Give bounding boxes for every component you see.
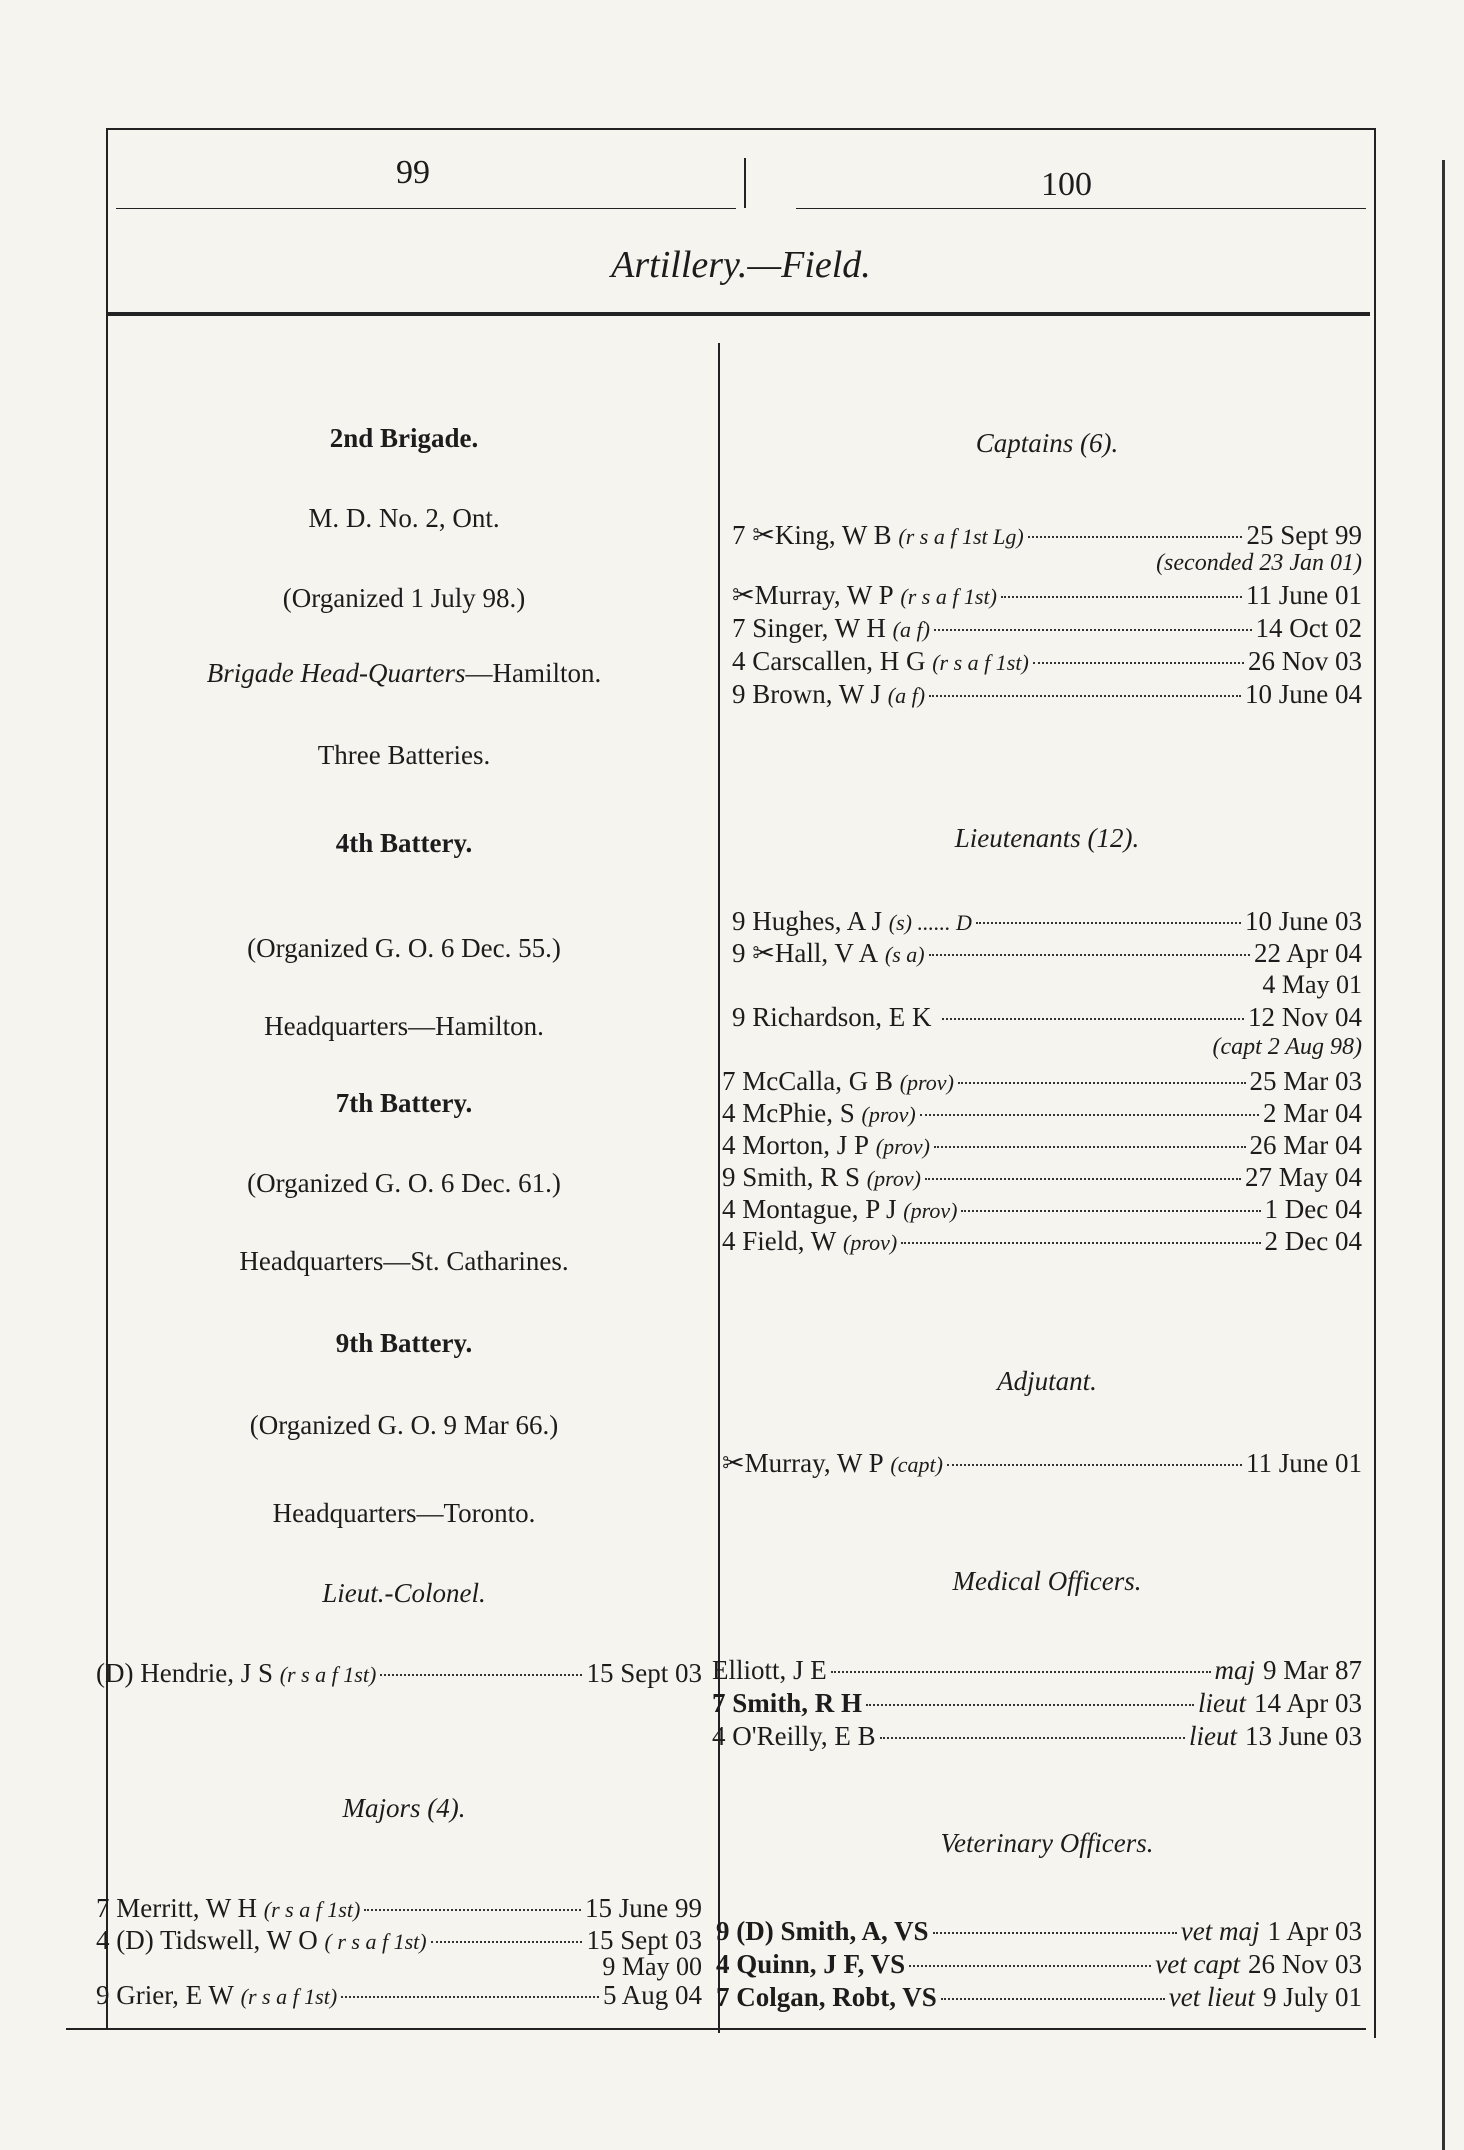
right-column: [712, 128, 1362, 2028]
leader-dots: [341, 1996, 599, 1998]
officer-name: 7 ✂King, W B: [732, 520, 892, 550]
brigade-organized: (Organized 1 July 98.): [282, 583, 526, 613]
officer-name: (D) Hendrie, J S: [96, 1658, 273, 1688]
officer-name: 4 O'Reilly, E B: [712, 1721, 876, 1751]
battery-name: 7th Battery.: [335, 1088, 473, 1118]
officer-rank: lieut: [1198, 1688, 1246, 1718]
captain-extra: (seconded 23 Jan 01): [1156, 550, 1362, 576]
leader-dots: [961, 1210, 1260, 1212]
officer-qual: (s a): [884, 942, 925, 967]
leader-dots: [933, 1932, 1177, 1934]
brigade-hq: [106, 658, 702, 689]
officer-name: 4 Carscallen, H G: [732, 646, 926, 676]
lt-col-entry: [96, 1658, 702, 1689]
officer-rank: vet lieut: [1168, 1982, 1255, 2012]
officer-date: 5 Aug 04: [602, 1980, 702, 2010]
leader-dots: [920, 1114, 1259, 1116]
officer-qual: (prov): [875, 1134, 930, 1159]
leader-dots: [934, 1146, 1246, 1148]
officer-qual: (r s a f 1st): [932, 650, 1029, 675]
leader-dots: [831, 1671, 1211, 1673]
officer-name: 9 Hughes, A J: [732, 906, 883, 936]
officer-qual: (r s a f 1st): [900, 584, 997, 609]
captain-entry: [732, 646, 1362, 677]
officer-rank: lieut: [1189, 1721, 1237, 1751]
lieutenant-extra: (capt 2 Aug 98): [1212, 1034, 1362, 1060]
lt-col-heading: Lieut.-Colonel.: [322, 1578, 486, 1608]
lieutenant-entry: [722, 1194, 1362, 1225]
officer-rank: vet capt: [1155, 1949, 1240, 1979]
officer-date: 9 Mar 87: [1263, 1655, 1362, 1685]
officer-date: 15 Sept 03: [586, 1925, 702, 1955]
leader-dots: [929, 954, 1250, 956]
lieutenant-entry: [722, 1066, 1362, 1097]
lieutenant-entry: [732, 906, 1362, 937]
leader-dots: [380, 1674, 582, 1676]
officer-name: 7 Merritt, W H: [96, 1893, 257, 1923]
battery-organized: (Organized G. O. 6 Dec. 61.): [247, 1168, 561, 1198]
leader-dots: [431, 1941, 583, 1943]
officer-name: ✂Murray, W P: [722, 1448, 884, 1478]
leader-dots: [929, 695, 1241, 697]
left-column: [96, 128, 702, 2028]
officer-rank: vet maj: [1180, 1916, 1260, 1946]
battery-name: 9th Battery.: [335, 1328, 473, 1358]
leader-dots: [934, 629, 1252, 631]
battery-organized: (Organized G. O. 6 Dec. 55.): [247, 933, 561, 963]
officer-date: 26 Mar 04: [1249, 1130, 1362, 1160]
column-divider: [718, 343, 720, 2033]
officer-date: 2 Mar 04: [1263, 1098, 1362, 1128]
officer-name: 4 Quinn, J F, VS: [716, 1949, 906, 1979]
officer-name: 4 (D) Tidswell, W O: [96, 1925, 318, 1955]
leader-dots: [947, 1464, 1242, 1466]
leader-dots: [942, 1018, 1244, 1020]
officer-qual: (prov): [899, 1070, 954, 1095]
officer-name: 4 McPhie, S: [722, 1098, 855, 1128]
leader-dots: [866, 1704, 1194, 1706]
lieutenant-extra: 4 May 01: [1262, 970, 1362, 999]
officer-qual: (capt): [890, 1452, 943, 1477]
medical-entry: [712, 1655, 1362, 1686]
captain-entry: [732, 613, 1362, 644]
page-number-left: 99: [396, 154, 430, 191]
officer-qual: ( r s a f 1st): [324, 1929, 427, 1954]
officer-name: 9 Grier, E W: [96, 1980, 234, 2010]
medical-entry: [712, 1688, 1362, 1719]
officer-name: ✂Murray, W P: [732, 580, 894, 610]
veterinary-entry: [716, 1982, 1362, 2013]
officer-name: 4 Morton, J P: [722, 1130, 870, 1160]
battery-hq: Headquarters—Toronto.: [272, 1498, 536, 1528]
officer-date: 27 May 04: [1245, 1162, 1362, 1192]
officer-date: 14 Apr 03: [1254, 1688, 1362, 1718]
leader-dots: [1028, 536, 1243, 538]
officer-date: 1 Dec 04: [1264, 1194, 1362, 1224]
officer-name: 7 Smith, R H: [712, 1688, 863, 1718]
leader-dots: [880, 1737, 1185, 1739]
officer-qual: (r s a f 1st): [263, 1897, 361, 1922]
officer-qual: (r s a f 1st): [240, 1984, 338, 2009]
brigade-heading: 2nd Brigade.: [329, 423, 479, 453]
binding-edge: [1442, 160, 1445, 2150]
officer-name: 4 Montague, P J: [722, 1194, 897, 1224]
major-entry: [96, 1980, 702, 2011]
officer-name: 9 Smith, R S: [722, 1162, 861, 1192]
leader-dots: [901, 1242, 1260, 1244]
officer-date: 9 July 01: [1262, 1982, 1362, 2012]
section-title: Artillery.—Field.: [611, 244, 871, 286]
battery-hq: Headquarters—St. Catharines.: [239, 1246, 569, 1276]
officer-name: Elliott, J E: [712, 1655, 827, 1685]
officer-date: 11 June 01: [1246, 1448, 1362, 1478]
lieutenant-entry: [722, 1226, 1362, 1257]
register-page: [96, 128, 1376, 2048]
officer-date: 1 Apr 03: [1267, 1916, 1362, 1946]
officer-date: 10 June 04: [1245, 679, 1362, 709]
brigade-hq-value: —Hamilton.: [465, 658, 602, 688]
officer-name: 7 Colgan, Robt, VS: [716, 1982, 937, 2012]
captain-entry: [732, 580, 1362, 611]
officer-date: 10 June 03: [1245, 906, 1362, 936]
lieutenant-entry: [732, 938, 1362, 969]
majors-heading: Majors (4).: [342, 1793, 466, 1823]
officer-date: 26 Nov 03: [1248, 646, 1362, 676]
officer-date: 15 Sept 03: [586, 1658, 702, 1688]
veterinary-entry: [716, 1916, 1362, 1947]
officer-name: 9 ✂Hall, V A: [732, 938, 879, 968]
leader-dots: [364, 1909, 581, 1911]
captain-entry: [732, 520, 1362, 551]
leader-dots: [958, 1082, 1246, 1084]
leader-dots: [1033, 662, 1244, 664]
battery-name: 4th Battery.: [335, 828, 473, 858]
officer-date: 2 Dec 04: [1264, 1226, 1362, 1256]
officer-date: 15 June 99: [585, 1893, 702, 1923]
officer-date: 25 Mar 03: [1249, 1066, 1362, 1096]
officer-date: 11 June 01: [1246, 580, 1362, 610]
brigade-hq-label: Brigade Head-Quarters: [206, 658, 466, 688]
officer-date: 22 Apr 04: [1254, 938, 1362, 968]
veterinary-entry: [716, 1949, 1362, 1980]
officer-qual: (prov): [861, 1102, 916, 1127]
officer-name: 9 Richardson, E K: [732, 1002, 932, 1032]
captains-heading: Captains (6).: [975, 428, 1119, 458]
officer-qual: (prov): [866, 1166, 921, 1191]
officer-qual: (prov): [843, 1230, 898, 1255]
officer-date: 14 Oct 02: [1255, 613, 1362, 643]
captain-entry: [732, 679, 1362, 710]
lieutenant-entry: [722, 1098, 1362, 1129]
officer-qual: (a f): [892, 617, 930, 642]
frame-right-rule: [1374, 128, 1376, 2038]
district: M. D. No. 2, Ont.: [308, 503, 500, 533]
medical-entry: [712, 1721, 1362, 1752]
adjutant-heading: Adjutant.: [997, 1366, 1097, 1396]
veterinary-heading: Veterinary Officers.: [940, 1828, 1154, 1858]
battery-organized: (Organized G. O. 9 Mar 66.): [249, 1410, 559, 1440]
officer-date: 12 Nov 04: [1248, 1002, 1362, 1032]
officer-qual: (a f): [887, 683, 926, 708]
bottom-rule: [66, 2028, 1366, 2030]
adjutant-entry: [722, 1448, 1362, 1479]
leader-dots: [909, 1965, 1151, 1967]
major-extra-date: 9 May 00: [602, 1952, 702, 1981]
leader-dots: [976, 922, 1241, 924]
batteries-count: Three Batteries.: [317, 740, 491, 770]
major-entry: [96, 1893, 702, 1924]
officer-name: 9 (D) Smith, A, VS: [716, 1916, 929, 1946]
officer-name: 9 Brown, W J: [732, 679, 882, 709]
officer-name: 7 Singer, W H: [732, 613, 886, 643]
lieutenant-entry: [732, 1002, 1362, 1033]
leader-dots: [941, 1998, 1165, 2000]
officer-name: 7 McCalla, G B: [722, 1066, 893, 1096]
leader-dots: [1001, 596, 1242, 598]
officer-date: 25 Sept 99: [1246, 520, 1362, 550]
officer-date: 26 Nov 03: [1248, 1949, 1362, 1979]
lieutenants-heading: Lieutenants (12).: [954, 823, 1140, 853]
lieutenant-entry: [722, 1162, 1362, 1193]
officer-name: 4 Field, W: [722, 1226, 837, 1256]
officer-qual: (prov): [903, 1198, 958, 1223]
medical-heading: Medical Officers.: [952, 1566, 1142, 1596]
officer-qual: (s) ...... D: [888, 910, 972, 935]
officer-date: 13 June 03: [1245, 1721, 1362, 1751]
lieutenant-entry: [722, 1130, 1362, 1161]
officer-qual: (r s a f 1st): [279, 1662, 377, 1687]
battery-hq: Headquarters—Hamilton.: [264, 1011, 544, 1041]
page-number-right: 100: [1041, 166, 1092, 203]
officer-qual: (r s a f 1st Lg): [898, 524, 1024, 549]
officer-rank: maj: [1214, 1655, 1256, 1685]
leader-dots: [925, 1178, 1241, 1180]
